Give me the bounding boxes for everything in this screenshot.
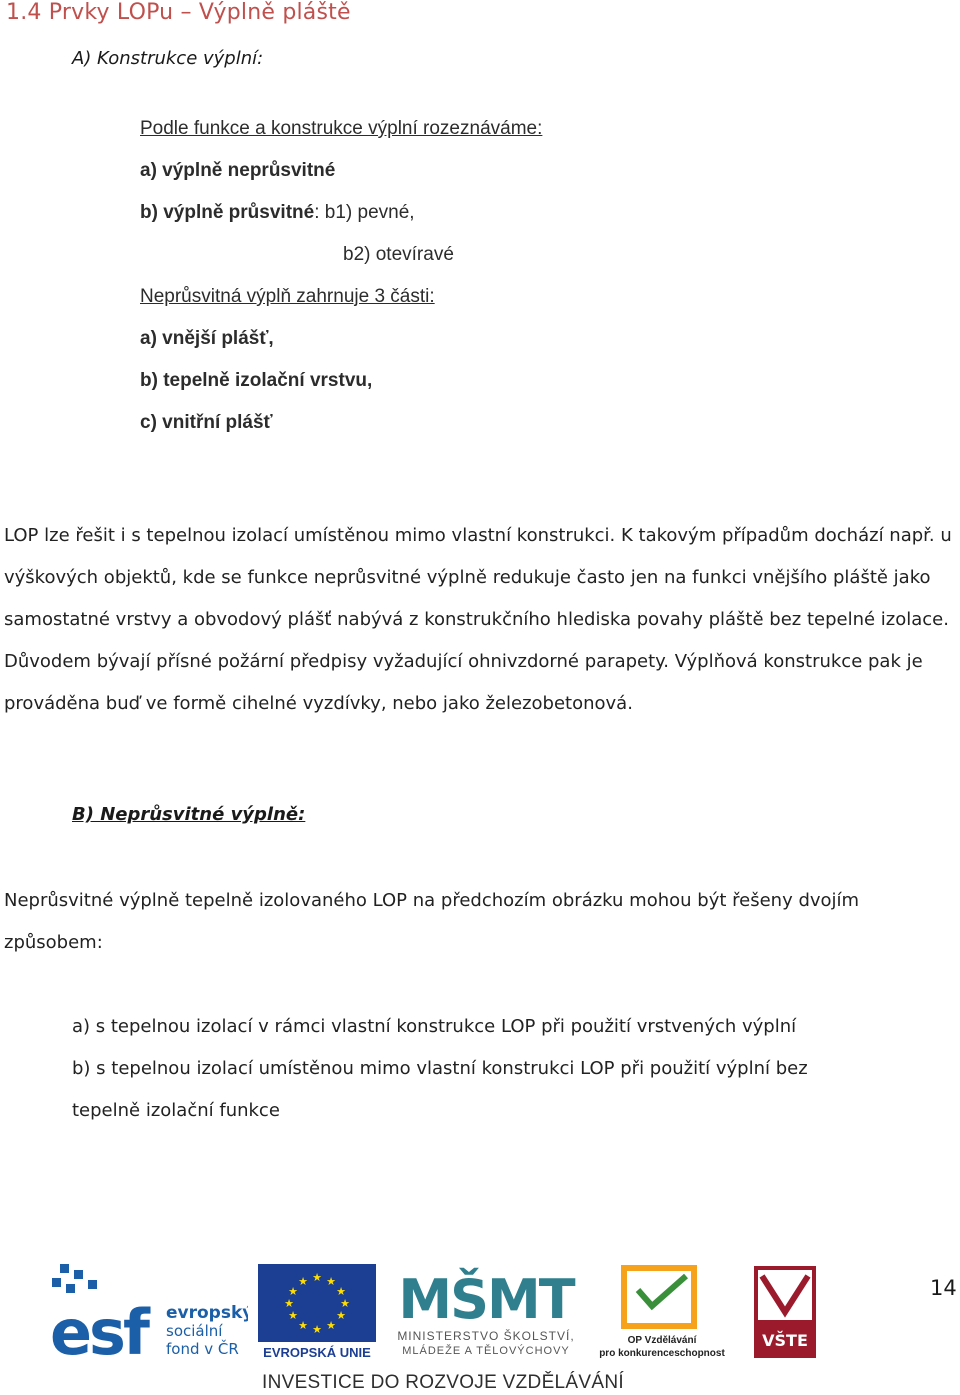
section-b-item-b: b) s tepelnou izolací umístěnou mimo vlastní konstrukci LOP při použití výplní bez tepelně izolační funkce [72,1058,808,1121]
vste-logo [754,1266,816,1358]
msmt-text-1: MINISTERSTVO ŠKOLSTVÍ, [397,1329,575,1343]
page-title: 1.4 Prvky LOPu – Výplně pláště [6,0,351,25]
footer-tagline: INVESTICE DO ROZVOJE VZDĚLÁVÁNÍ [262,1372,624,1393]
svg-text:MŠMT: MŠMT [398,1268,574,1331]
svg-text:★: ★ [298,1319,308,1332]
part-c: c) vnitřní plášť [140,412,273,433]
intro-line: Podle funkce a konstrukce výplní rozeznáváme: [140,118,543,139]
msmt-logo [384,1262,588,1362]
item-a-opaque: a) výplně neprůsvitné [140,160,336,181]
page-number: 14 [930,1276,957,1300]
svg-text:★: ★ [326,1319,336,1332]
svg-text:★: ★ [336,1309,346,1322]
op-text-2: pro konkurenceschopnost [599,1348,725,1359]
section-a-paragraph: LOP lze řešit i s tepelnou izolací umístěnou mimo vlastní konstrukci. K takovým případům dochází např. u výškových objektů, kde se funkce neprůsvitné výplně redukuje často jen na funkci vnějšího pláště jako samostatné vrstvy a obvodový plášť nabývá z konstrukčního hlediska povahy pláště bez tepelné izolace. Důvodem bývají přísné požární předpisy vyžadující ohnivzdorné parapety. Výplňová konstrukce pak je prováděna buď ve formě cihelné vyzdívky, nebo jako železobetonová. [4,525,952,714]
part-b: b) tepelně izolační vrstvu, [140,370,373,391]
parts-intro: Neprůsvitná výplň zahrnuje 3 části: [140,286,435,307]
svg-text:★: ★ [312,1323,322,1336]
section-b-item-a: a) s tepelnou izolací v rámci vlastní konstrukce LOP při použití vrstvených výplní [72,1016,797,1037]
svg-text:★: ★ [288,1309,298,1322]
item-b-rest: : b1) pevné, [314,202,415,223]
esf-logo [48,1262,248,1362]
esf-logo-graphic [48,1262,248,1362]
eu-label: EVROPSKÁ UNIE [263,1345,371,1360]
section-b-paragraph: Neprůsvitné výplně tepelně izolovaného LOP na předchozím obrázku mohou být řešeny dvojím způsobem: [4,890,860,953]
svg-text:★: ★ [340,1297,350,1310]
msmt-logo-graphic [384,1262,588,1362]
eu-flag-icon [258,1264,376,1360]
svg-text:★: ★ [336,1285,346,1298]
svg-text:★: ★ [298,1275,308,1288]
vste-logo-graphic [754,1266,816,1358]
op-logo [594,1262,730,1362]
item-b-translucent [140,202,415,224]
svg-text:★: ★ [326,1275,336,1288]
op-logo-graphic [594,1262,730,1362]
item-b2: b2) otevíravé [343,244,454,265]
svg-text:★: ★ [284,1297,294,1310]
esf-text-3: fond v ČR [166,1340,239,1358]
svg-text:★: ★ [312,1271,322,1284]
msmt-text-2: MLÁDEŽE A TĚLOVÝCHOVY [402,1345,570,1357]
eu-logo [258,1264,376,1360]
section-b-heading: B) Neprůsvitné výplně: [72,804,306,825]
esf-text-1: evropský [166,1303,248,1323]
vste-text: VŠTE [762,1331,808,1350]
item-b-label: b) výplně průsvitné [140,202,315,223]
op-text-1: OP Vzdělávání [627,1335,697,1346]
svg-text:esf: esf [50,1296,147,1362]
esf-text-2: sociální [166,1322,223,1340]
part-a: a) vnější plášť, [140,328,274,349]
section-a-heading: A) Konstrukce výplní: [72,48,264,69]
svg-text:★: ★ [288,1285,298,1298]
